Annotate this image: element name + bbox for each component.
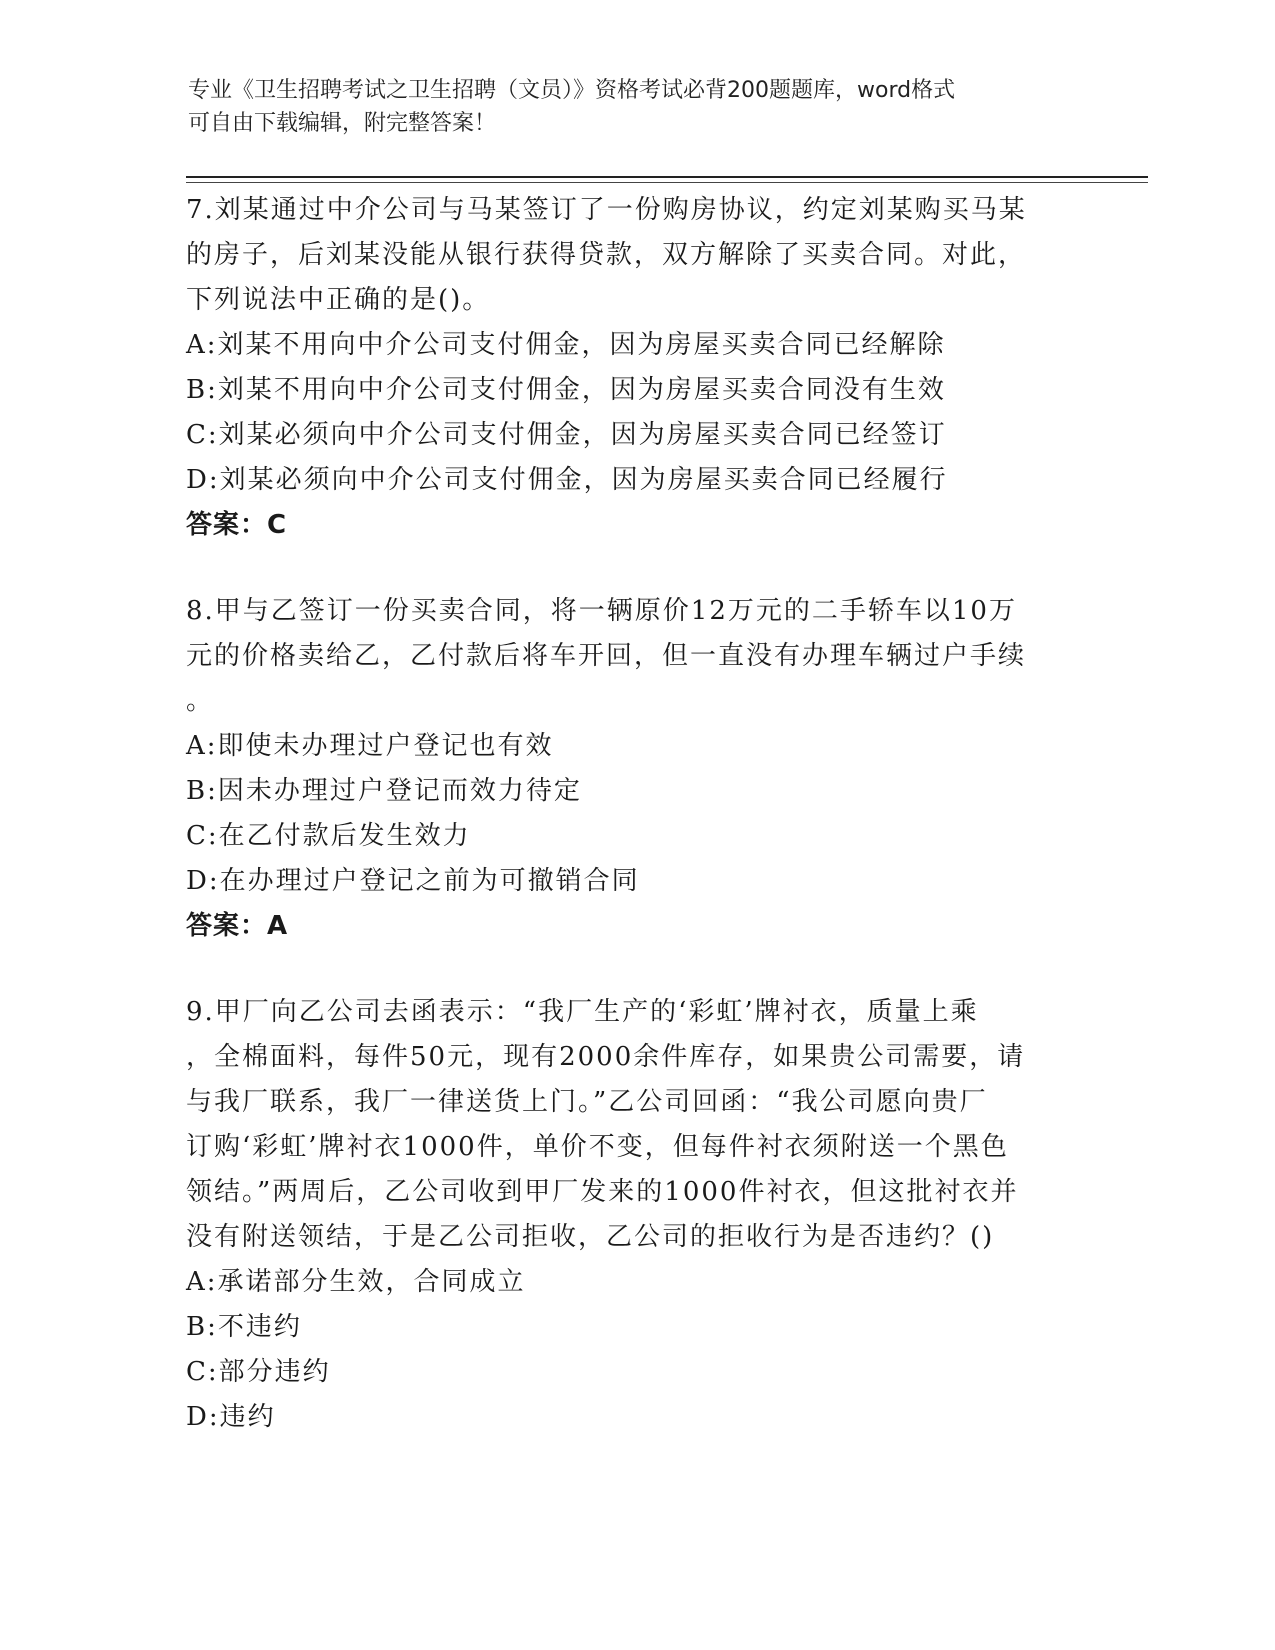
header-rule-thin <box>186 182 1148 183</box>
option-a: A:刘某不用向中介公司支付佣金，因为房屋买卖合同已经解除 <box>186 330 946 360</box>
option-b: B:不违约 <box>186 1312 302 1342</box>
stem-line: ，全棉面料，每件50元，现有2000余件库存，如果贵公司需要，请 <box>186 1042 1026 1072</box>
question-stem <box>186 188 1086 323</box>
option-d: D:刘某必须向中介公司支付佣金，因为房屋买卖合同已经履行 <box>186 465 948 495</box>
answer: 答案：C <box>186 510 288 540</box>
stem-line: 与我厂联系，我厂一律送货上门。”乙公司回函：“我公司愿向贵厂 <box>186 1087 988 1117</box>
option-c: C:刘某必须向中介公司支付佣金，因为房屋买卖合同已经签订 <box>186 420 947 450</box>
option-a: A:承诺部分生效，合同成立 <box>186 1267 526 1297</box>
header-line-2: 可自由下载编辑，附完整答案！ <box>188 111 497 136</box>
option-d: D:在办理过户登记之前为可撤销合同 <box>186 866 640 896</box>
question-7 <box>186 188 1086 548</box>
document-header <box>188 74 1088 140</box>
option-a: A:即使未办理过户登记也有效 <box>186 731 554 761</box>
question-9 <box>186 990 1086 1440</box>
stem-line: 的房子，后刘某没能从银行获得贷款，双方解除了买卖合同。对此， <box>186 240 1027 270</box>
question-8 <box>186 589 1086 949</box>
stem-line: 9.甲厂向乙公司去函表示：“我厂生产的‘彩虹’牌衬衣，质量上乘 <box>186 997 979 1027</box>
answer: 答案：A <box>186 911 289 941</box>
stem-line: 没有附送领结，于是乙公司拒收，乙公司的拒收行为是否违约？() <box>186 1222 995 1252</box>
question-list <box>186 188 1086 1481</box>
stem-line: 7.刘某通过中介公司与马某签订了一份购房协议，约定刘某购买马某 <box>186 195 1027 225</box>
header-line-1: 专业《卫生招聘考试之卫生招聘（文员）》资格考试必背200题题库，word格式 <box>188 78 956 103</box>
stem-line: 订购‘彩虹’牌衬衣1000件，单价不变，但每件衬衣须附送一个黑色 <box>186 1132 1009 1162</box>
option-b: B:因未办理过户登记而效力待定 <box>186 776 582 806</box>
stem-line: 8.甲与乙签订一份买卖合同，将一辆原价12万元的二手轿车以10万 <box>186 596 1017 626</box>
option-c: C:部分违约 <box>186 1357 331 1387</box>
option-b: B:刘某不用向中介公司支付佣金，因为房屋买卖合同没有生效 <box>186 375 946 405</box>
question-stem <box>186 589 1086 724</box>
option-c: C:在乙付款后发生效力 <box>186 821 471 851</box>
stem-line: 。 <box>186 686 215 716</box>
stem-line: 元的价格卖给乙，乙付款后将车开回，但一直没有办理车辆过户手续 <box>186 641 1027 671</box>
header-rule-thick <box>186 176 1148 178</box>
stem-line: 领结。”两周后，乙公司收到甲厂发来的1000件衬衣，但这批衬衣并 <box>186 1177 1019 1207</box>
stem-line: 下列说法中正确的是()。 <box>186 285 491 315</box>
question-stem <box>186 990 1086 1260</box>
option-d: D:违约 <box>186 1402 276 1432</box>
